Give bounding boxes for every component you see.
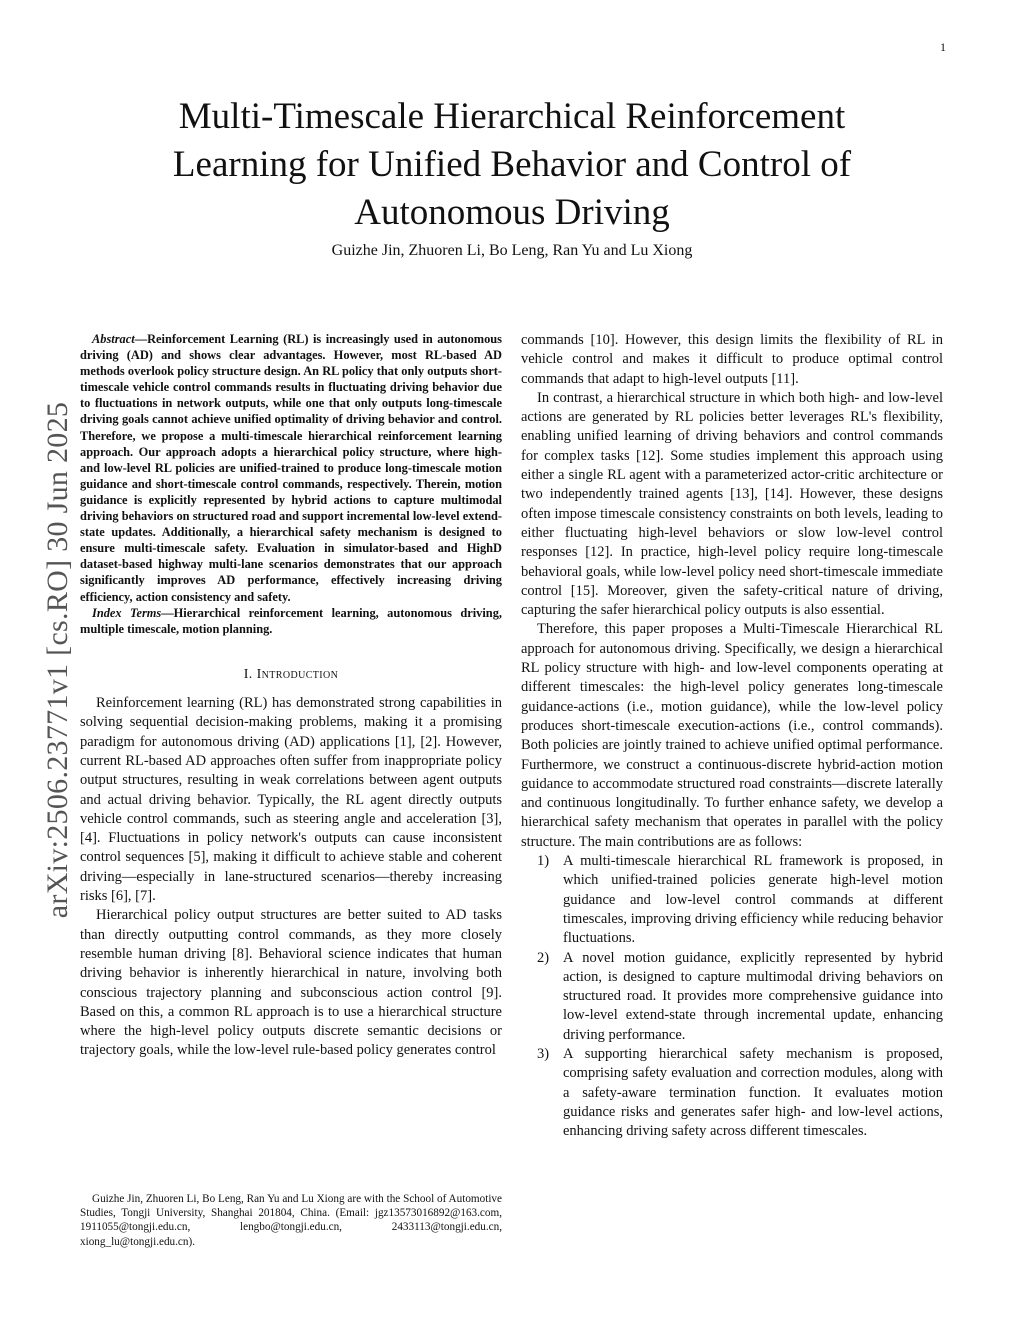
abstract-label: Abstract [92, 332, 135, 346]
list-item-text: A novel motion guidance, explicitly represented by hybrid action, is designed to capture multimodal driving behaviors on structured road. It provides more comprehensive guidance into low-level extend-state through incremental update, enhancing driving performance. [563, 949, 943, 1043]
list-item [521, 949, 943, 1045]
page-number: 1 [940, 40, 946, 54]
index-terms [80, 605, 502, 637]
intro-paragraph-1: Reinforcement learning (RL) has demonstrated strong capabilities in solving sequential decision-making problems, making it a promising paradigm for autonomous driving (AD) applications [1], [2]. However, current RL-based AD approaches often suffer from inappropriate policy output structures, resulting in weak correlations between agent outputs and actual driving behavior. Typically, the RL agent directly outputs vehicle control commands, such as steering angle and acceleration [3], [4]. Fluctuations in policy network's outputs can cause inconsistent control sequences [5], making it difficult to achieve stable and coherent driving—especially in lane-structured scenarios—thereby increasing risks [6], [7]. [80, 695, 502, 905]
index-terms-label: Index Terms [92, 605, 162, 620]
author-list: Guizhe Jin, Zhuoren Li, Bo Leng, Ran Yu and Lu Xiong [331, 242, 693, 259]
intro-paragraph-4: Therefore, this paper proposes a Multi-Timescale Hierarchical RL approach for autonomous driving. Specifically, we design a hierarchical RL policy structure with high- and low-level components operating at different timescales: the high-level policy generates long-timescale guidance-actions (i.e., motion guidance), while the low-level policy produces short-timescale execution-actions (i.e., control commands). Both policies are jointly trained to achieve unified optimal performance. Furthermore, we construct a continuous-discrete hybrid-action motion guidance to accommodate structured road constraints—discrete laterally and continuous longitudinally. To further enhance safety, we develop a hierarchical safety mechanism that operates in parallel with the policy structure. The main contributions are as follows: [521, 621, 943, 850]
index-terms-text: —Hierarchical reinforcement learning, autonomous driving, multiple timescale, motion planning. [80, 605, 502, 636]
list-item-number: 3) [537, 1045, 550, 1062]
intro-paragraph-3: In contrast, a hierarchical structure in which both high- and low-level actions are generated by RL policies better leverages RL's flexibility, enabling unified learning of driving behaviors and control commands for complex tasks [12]. Some studies implement this approach using either a single RL agent with a parameterized actor-critic architecture or two independently trained agents [13], [14]. However, these designs often impose timescale consistency constraints on both levels, leading to either fluctuating high-level behaviors or slow low-level control responses [12]. In practice, high-level policy require long-timescale behavioral goals, while low-level policy need short-timescale immediate control [15]. Moreover, given the safety-critical nature of driving, capturing the safer hierarchical policy outputs is also essential. [521, 389, 943, 619]
paper-title: Multi-Timescale Hierarchical Reinforcement Learning for Unified Behavior and Control of Autonomous Driving [172, 96, 852, 233]
list-item-text: A multi-timescale hierarchical RL framework is proposed, in which unified-trained policies generate high-level motion guidance and low-level control commands at different timescales, improving driving efficiency while reducing behavior fluctuations. [563, 853, 943, 947]
list-item [521, 1045, 943, 1141]
contributions-list [521, 852, 943, 1141]
abstract-text: —Reinforcement Learning (RL) is increasingly used in autonomous driving (AD) and shows clear advantages. However, most RL-based AD methods overlook policy structure design. An RL policy that only outputs short-timescale vehicle control commands results in fluctuating driving behavior due to fluctuations in network outputs, while one that only outputs long-timescale driving goals cannot achieve unified optimality of driving behavior and control. Therefore, we propose a multi-timescale hierarchical reinforcement learning approach. Our approach adopts a hierarchical policy structure, where high- and low-level RL policies are unified-trained to produce long-timescale motion guidance and short-timescale control commands, respectively. Therein, motion guidance is explicitly represented by hybrid actions to capture multimodal driving behaviors on structured road and support incremental low-level extend-state updates. Additionally, a hierarchical safety mechanism is designed to ensure multi-timescale safety. Evaluation in simulator-based and HighD dataset-based highway multi-lane scenarios demonstrates that our approach significantly improves AD performance, effectively increasing driving efficiency, action consistency and safety. [80, 332, 502, 604]
affiliation-footnote: Guizhe Jin, Zhuoren Li, Bo Leng, Ran Yu and Lu Xiong are with the School of Automotive Studies, Tongji University, Shanghai 201804, China. (Email: jgz13573016892@163.com, 1911055@tongji.edu.cn, lengbo@tongji.edu.cn, 2433113@tongji.edu.cn, xiong_lu@tongji.edu.cn). [80, 1193, 502, 1248]
list-item-text: A supporting hierarchical safety mechanism is proposed, comprising safety evaluation and correction modules, along with a safety-aware termination function. It evaluates motion guidance risks and generates safer high- and low-level actions, enhancing driving safety across different timescales. [563, 1045, 943, 1140]
intro-paragraph-2: Hierarchical policy output structures are better suited to AD tasks than directly outputting control commands, as they more closely resemble human driving [8]. Behavioral science indicates that human driving behavior is inherently hierarchical in nature, involving both conscious trajectory planning and subconscious action control [9]. Based on this, a common RL approach is to use a hierarchical structure where the high-level policy outputs discrete semantic decisions or trajectory goals, while the low-level rule-based policy generates control [80, 907, 502, 1059]
intro-paragraph-continued: commands [10]. However, this design limits the flexibility of RL in vehicle control and makes it difficult to produce optimal control commands that adapt to high-level outputs [11]. [521, 332, 943, 387]
list-item-number: 2) [537, 949, 550, 966]
section-number: I. [243, 666, 253, 682]
right-column [521, 331, 943, 1141]
left-column [80, 331, 502, 1061]
arxiv-identifier: arXiv:2506.23771v1 [cs.RO] 30 Jun 2025 [41, 401, 74, 919]
abstract-paragraph [80, 331, 502, 605]
list-item [521, 852, 943, 948]
list-item-number: 1) [537, 853, 550, 870]
abstract [80, 331, 502, 637]
section-title: Introduction [256, 666, 339, 682]
section-heading-introduction [80, 665, 502, 684]
